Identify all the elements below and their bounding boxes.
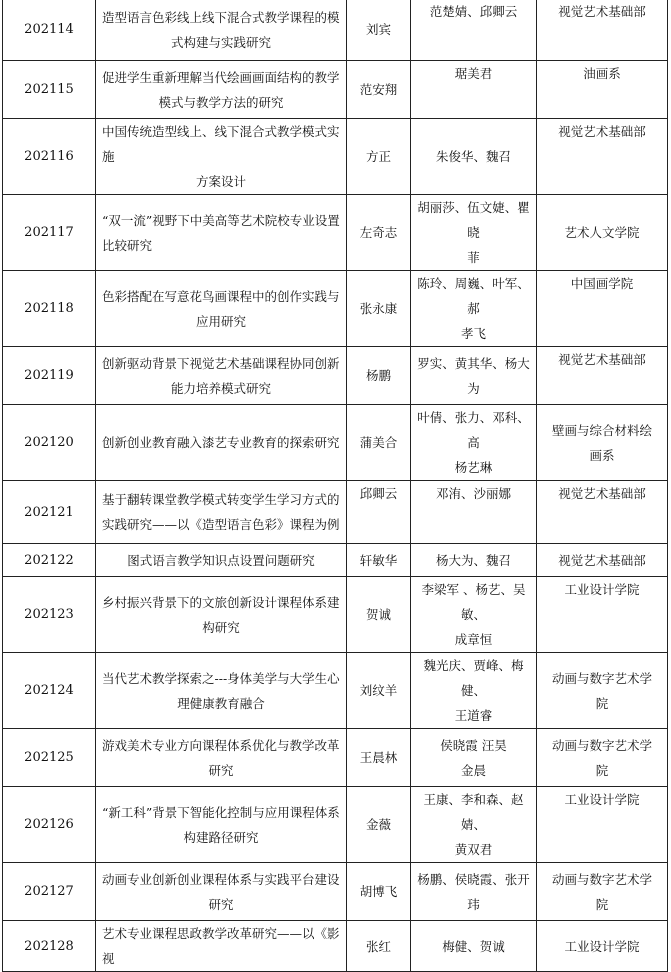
dept-line: 视觉艺术基础部 bbox=[558, 124, 646, 139]
project-leader: 左奇志 bbox=[347, 195, 411, 271]
members-line: 朱俊华、魏召 bbox=[435, 149, 511, 164]
project-department bbox=[537, 863, 668, 921]
title-line: 理健康教育融合 bbox=[177, 695, 265, 711]
project-department bbox=[537, 481, 668, 544]
project-leader: 范安翔 bbox=[347, 61, 411, 119]
project-id: 202118 bbox=[3, 271, 96, 347]
table-row bbox=[3, 61, 668, 119]
members-line: 孝飞 bbox=[460, 326, 486, 341]
table-row bbox=[3, 347, 668, 405]
project-leader: 金薇 bbox=[347, 787, 411, 863]
project-leader: 胡博飞 bbox=[347, 863, 411, 921]
project-leader: 贺诚 bbox=[347, 577, 411, 653]
project-department bbox=[537, 653, 668, 729]
dept-line: 工业设计学院 bbox=[564, 938, 640, 954]
members-line: 王康、李和森、赵婧、 bbox=[423, 792, 524, 832]
project-leader: 刘纹羊 bbox=[347, 653, 411, 729]
project-department bbox=[537, 921, 668, 972]
project-leader: 张永康 bbox=[347, 271, 411, 347]
project-title bbox=[96, 787, 347, 863]
members-line: 王道睿 bbox=[454, 708, 493, 723]
project-id: 202117 bbox=[3, 195, 96, 271]
title-line: 构建路径研究 bbox=[183, 829, 259, 845]
project-members bbox=[411, 863, 537, 921]
title-line: 研究 bbox=[208, 762, 234, 778]
dept-line: 视觉艺术基础部 bbox=[558, 352, 646, 367]
title-line: 能力培养模式研究 bbox=[170, 380, 271, 396]
table-row bbox=[3, 921, 668, 972]
title-line: “双一流”视野下中美高等艺术院校专业设置 bbox=[102, 212, 340, 228]
project-title bbox=[96, 0, 347, 61]
members-line: 杨大为、魏召 bbox=[435, 552, 511, 568]
dept-line: 视觉艺术基础部 bbox=[558, 552, 646, 568]
title-line: 创新驱动背景下视觉艺术基础课程协同创新 bbox=[102, 355, 340, 371]
dept-line: 视觉艺术基础部 bbox=[558, 486, 646, 501]
table-row bbox=[3, 0, 668, 61]
project-leader: 蒲美合 bbox=[347, 405, 411, 481]
table-row bbox=[3, 729, 668, 787]
project-leader: 邱卿云 bbox=[347, 481, 411, 544]
dept-line: 中国画学院 bbox=[570, 276, 634, 291]
title-line: 模式与教学方法的研究 bbox=[158, 94, 284, 110]
project-title bbox=[96, 544, 347, 577]
project-members bbox=[411, 405, 537, 481]
project-table-body bbox=[3, 0, 668, 972]
project-leader: 方正 bbox=[347, 119, 411, 195]
project-department bbox=[537, 119, 668, 195]
title-line: 造型语言色彩线上线下混合式教学课程的模 bbox=[102, 9, 340, 25]
table-row bbox=[3, 271, 668, 347]
project-department bbox=[537, 0, 668, 61]
project-members bbox=[411, 119, 537, 195]
project-id: 202120 bbox=[3, 405, 96, 481]
members-line: 琚美君 bbox=[454, 66, 493, 81]
project-leader: 杨鹏 bbox=[347, 347, 411, 405]
members-line: 金晨 bbox=[460, 762, 486, 778]
title-line: 比较研究 bbox=[102, 237, 153, 253]
table-row bbox=[3, 653, 668, 729]
dept-line: 工业设计学院 bbox=[564, 792, 640, 807]
project-members bbox=[411, 61, 537, 119]
project-title bbox=[96, 921, 347, 972]
project-title bbox=[96, 577, 347, 653]
title-line: 方案设计 bbox=[195, 174, 246, 189]
dept-line: 艺术人文学院 bbox=[564, 225, 640, 240]
dept-line: 视觉艺术基础部 bbox=[558, 4, 646, 19]
members-line: 杨艺琳 bbox=[454, 460, 493, 475]
project-members bbox=[411, 481, 537, 544]
title-line: 乡村振兴背景下的文旅创新设计课程体系建 bbox=[102, 594, 340, 610]
table-row bbox=[3, 577, 668, 653]
project-id: 202125 bbox=[3, 729, 96, 787]
dept-line: 动画与数字艺术学 bbox=[551, 737, 652, 753]
project-leader: 刘宾 bbox=[347, 0, 411, 61]
project-department bbox=[537, 544, 668, 577]
title-line: 动画专业创新创业课程体系与实践平台建设 bbox=[102, 871, 340, 887]
members-line: 菲 bbox=[467, 250, 480, 265]
title-line: 实践研究——以《造型语言色彩》课程为例 bbox=[102, 517, 340, 532]
project-title bbox=[96, 119, 347, 195]
project-department bbox=[537, 347, 668, 405]
project-members bbox=[411, 787, 537, 863]
table-row bbox=[3, 863, 668, 921]
members-line: 杨鹏、侯晓霞、张开玮 bbox=[417, 871, 530, 912]
table-row bbox=[3, 119, 668, 195]
title-line: 促进学生重新理解当代绘画画面结构的教学 bbox=[102, 69, 340, 85]
table-row bbox=[3, 787, 668, 863]
title-line: 应用研究 bbox=[195, 313, 246, 329]
project-id: 202119 bbox=[3, 347, 96, 405]
project-leader: 张红 bbox=[347, 921, 411, 972]
dept-line: 动画与数字艺术学 bbox=[551, 670, 652, 686]
dept-line: 画系 bbox=[589, 447, 615, 463]
project-id: 202123 bbox=[3, 577, 96, 653]
dept-line: 工业设计学院 bbox=[564, 582, 640, 597]
project-leader: 轩敏华 bbox=[347, 544, 411, 577]
title-line: 图式语言教学知识点设置问题研究 bbox=[127, 552, 315, 568]
project-id: 202121 bbox=[3, 481, 96, 544]
project-id: 202124 bbox=[3, 653, 96, 729]
table-row bbox=[3, 195, 668, 271]
title-line: 式构建与实践研究 bbox=[170, 34, 271, 50]
members-line: 李梁军 、杨艺、吴敏、 bbox=[421, 582, 526, 622]
members-line: 成章恒 bbox=[454, 632, 493, 647]
dept-line: 油画系 bbox=[583, 66, 621, 81]
title-line: 艺术专业课程思政教学改革研究——以《影视 bbox=[102, 926, 340, 966]
project-members bbox=[411, 544, 537, 577]
members-line: 邓洧、沙丽娜 bbox=[435, 486, 511, 501]
dept-line: 院 bbox=[595, 695, 609, 711]
project-title bbox=[96, 271, 347, 347]
project-id: 202126 bbox=[3, 787, 96, 863]
project-title bbox=[96, 61, 347, 119]
members-line: 梅健、贺诚 bbox=[442, 938, 505, 954]
title-line: 构研究 bbox=[202, 619, 240, 635]
title-line: 游戏美术专业方向课程体系优化与教学改革 bbox=[102, 737, 340, 753]
project-department bbox=[537, 729, 668, 787]
title-line: 基于翻转课堂教学模式转变学生学习方式的 bbox=[102, 492, 340, 507]
title-line: “新工科”背景下智能化控制与应用课程体系 bbox=[102, 804, 340, 820]
project-leader: 王晨林 bbox=[347, 729, 411, 787]
project-title bbox=[96, 863, 347, 921]
title-line: 色彩搭配在写意花鸟画课程中的创作实践与 bbox=[102, 288, 340, 304]
dept-line: 壁画与综合材料绘 bbox=[551, 422, 652, 438]
project-department bbox=[537, 271, 668, 347]
members-line: 罗实、黄其华、杨大为 bbox=[417, 355, 530, 396]
members-line: 胡丽莎、伍文婕、瞿晓 bbox=[417, 200, 530, 240]
members-line: 范楚婧、邱卿云 bbox=[429, 4, 518, 19]
project-table bbox=[2, 0, 668, 972]
project-members bbox=[411, 653, 537, 729]
project-members bbox=[411, 0, 537, 61]
project-members bbox=[411, 271, 537, 347]
project-title bbox=[96, 481, 347, 544]
project-id: 202116 bbox=[3, 119, 96, 195]
table-row bbox=[3, 481, 668, 544]
project-members bbox=[411, 195, 537, 271]
title-line: 当代艺术教学探索之---身体美学与大学生心 bbox=[102, 670, 340, 686]
project-title bbox=[96, 405, 347, 481]
table-row bbox=[3, 544, 668, 577]
project-department bbox=[537, 61, 668, 119]
members-line: 陈玲、周巍、叶军、郝 bbox=[417, 276, 530, 316]
dept-line: 院 bbox=[595, 762, 609, 778]
project-members bbox=[411, 729, 537, 787]
title-line: 研究 bbox=[208, 896, 234, 912]
title-line: 创新创业教育融入漆艺专业教育的探索研究 bbox=[102, 435, 340, 450]
project-members bbox=[411, 921, 537, 972]
members-line: 侯晓霞 汪昊 bbox=[440, 737, 507, 753]
project-id: 202115 bbox=[3, 61, 96, 119]
project-department bbox=[537, 195, 668, 271]
dept-line: 院 bbox=[595, 896, 609, 912]
project-title bbox=[96, 729, 347, 787]
table-row bbox=[3, 405, 668, 481]
project-title bbox=[96, 195, 347, 271]
members-line: 魏光庆、贾峰、梅健、 bbox=[423, 658, 524, 698]
project-department bbox=[537, 787, 668, 863]
project-department bbox=[537, 577, 668, 653]
project-id: 202114 bbox=[3, 0, 96, 61]
project-department bbox=[537, 405, 668, 481]
members-line: 叶倩、张力、邓科、高 bbox=[417, 410, 530, 450]
members-line: 黄双君 bbox=[454, 842, 493, 857]
project-members bbox=[411, 347, 537, 405]
project-members bbox=[411, 577, 537, 653]
dept-line: 动画与数字艺术学 bbox=[551, 871, 652, 887]
project-title bbox=[96, 347, 347, 405]
project-id: 202127 bbox=[3, 863, 96, 921]
project-id: 202122 bbox=[3, 544, 96, 577]
title-line: 中国传统造型线上、线下混合式教学模式实施 bbox=[102, 124, 340, 164]
project-title bbox=[96, 653, 347, 729]
project-id: 202128 bbox=[3, 921, 96, 972]
